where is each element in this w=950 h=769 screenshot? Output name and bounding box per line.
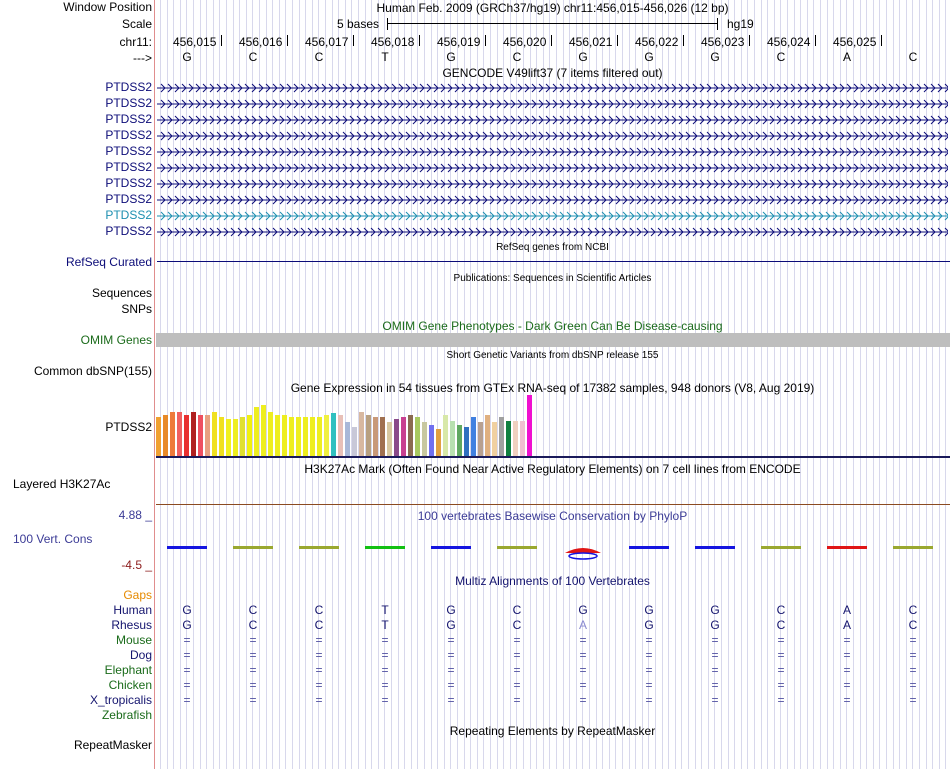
alignment-match: = bbox=[183, 678, 191, 692]
alignment-base: T bbox=[381, 618, 389, 632]
gencode-gene-label[interactable]: PTDSS2 bbox=[105, 144, 152, 158]
alignment-match: = bbox=[843, 633, 851, 647]
alignment-match: = bbox=[315, 663, 323, 677]
gtex-tissue-bar[interactable] bbox=[450, 421, 455, 457]
refseq-track-label[interactable]: RefSeq Curated bbox=[65, 255, 152, 269]
ruler-tick bbox=[419, 35, 420, 46]
cons-min-label: -4.5 _ bbox=[121, 558, 152, 572]
ruler-tick bbox=[485, 35, 486, 46]
h3k27ac-track-label[interactable]: Layered H3K27Ac bbox=[13, 477, 111, 491]
alignment-match: = bbox=[645, 633, 653, 647]
reference-base: A bbox=[842, 50, 851, 64]
alignment-match: = bbox=[909, 633, 917, 647]
alignment-match: = bbox=[315, 633, 323, 647]
gencode-transcript-arrow[interactable] bbox=[157, 147, 948, 157]
ruler-tick bbox=[551, 35, 552, 46]
gtex-tissue-bar[interactable] bbox=[156, 417, 161, 457]
ruler-tick bbox=[221, 35, 222, 46]
ruler-tick bbox=[353, 35, 354, 46]
alignment-match: = bbox=[909, 693, 917, 707]
gtex-tissue-bar[interactable] bbox=[429, 425, 434, 457]
gtex-tissue-bar[interactable] bbox=[352, 427, 357, 457]
conservation-score[interactable] bbox=[167, 546, 207, 549]
alignment-match: = bbox=[645, 678, 653, 692]
gtex-tissue-bar[interactable] bbox=[247, 415, 252, 457]
omim-track-label[interactable]: OMIM Genes bbox=[80, 333, 152, 347]
alignment-match: = bbox=[183, 648, 191, 662]
reference-base: G bbox=[182, 50, 192, 64]
gtex-tissue-bar[interactable] bbox=[401, 417, 406, 457]
conservation-score[interactable] bbox=[695, 546, 735, 549]
alignment-match: = bbox=[183, 633, 191, 647]
gencode-gene-label[interactable]: PTDSS2 bbox=[105, 176, 152, 190]
conservation-score[interactable] bbox=[299, 546, 339, 549]
alignment-match: = bbox=[909, 663, 917, 677]
gencode-transcript-arrow[interactable] bbox=[157, 99, 948, 109]
scale-label[interactable]: Scale bbox=[121, 17, 152, 31]
alignment-match: = bbox=[579, 693, 587, 707]
alignment-match: = bbox=[513, 663, 521, 677]
gencode-transcript-arrow[interactable] bbox=[157, 163, 948, 173]
repeatmasker-title: Repeating Elements by RepeatMasker bbox=[449, 724, 656, 738]
track-display-area[interactable] bbox=[155, 0, 950, 769]
refseq-gene-line[interactable] bbox=[157, 261, 950, 262]
ruler-tick bbox=[749, 35, 750, 46]
gtex-tissue-bar[interactable] bbox=[422, 422, 427, 457]
gtex-tissue-bar[interactable] bbox=[478, 422, 483, 457]
track-label-sidebar bbox=[0, 0, 154, 769]
alignment-match: = bbox=[777, 648, 785, 662]
alignment-base: C bbox=[512, 618, 522, 632]
alignment-match: = bbox=[447, 648, 455, 662]
gtex-tissue-bar[interactable] bbox=[289, 417, 294, 457]
alignment-base: G bbox=[446, 603, 456, 617]
ruler-tick bbox=[617, 35, 618, 46]
gtex-tissue-bar[interactable] bbox=[408, 415, 413, 457]
gencode-gene-label[interactable]: PTDSS2 bbox=[105, 128, 152, 142]
conservation-score[interactable] bbox=[629, 546, 669, 549]
alignment-base: A bbox=[842, 618, 851, 632]
gtex-tissue-bar[interactable] bbox=[191, 412, 196, 457]
gtex-tissue-bar[interactable] bbox=[492, 422, 497, 457]
alignment-match: = bbox=[711, 648, 719, 662]
alignment-base: G bbox=[446, 618, 456, 632]
ruler-position: 456,016 bbox=[239, 35, 283, 49]
conservation-score[interactable] bbox=[431, 546, 471, 549]
scale-bar bbox=[387, 18, 718, 30]
alignment-match: = bbox=[513, 693, 521, 707]
gtex-tissue-bar[interactable] bbox=[499, 417, 504, 457]
gtex-tissue-bar[interactable] bbox=[457, 425, 462, 457]
gtex-tissue-bar[interactable] bbox=[198, 415, 203, 457]
alignment-match: = bbox=[711, 663, 719, 677]
gtex-tissue-bar[interactable] bbox=[282, 415, 287, 457]
multiz-title: Multiz Alignments of 100 Vertebrates bbox=[455, 574, 650, 588]
alignment-match: = bbox=[447, 678, 455, 692]
alignment-match: = bbox=[909, 648, 917, 662]
gtex-tissue-bar[interactable] bbox=[254, 407, 259, 457]
gtex-tissue-bar[interactable] bbox=[415, 417, 420, 457]
alignment-base: G bbox=[644, 603, 654, 617]
alignment-match: = bbox=[777, 663, 785, 677]
alignment-match: = bbox=[315, 693, 323, 707]
alignment-match: = bbox=[381, 633, 389, 647]
reference-base: G bbox=[446, 50, 456, 64]
strand-label: ---> bbox=[133, 51, 152, 65]
gtex-tissue-bar[interactable] bbox=[471, 417, 476, 457]
alignment-base: T bbox=[381, 603, 389, 617]
conservation-score[interactable] bbox=[365, 546, 405, 549]
alignment-match: = bbox=[447, 693, 455, 707]
species-label[interactable]: Human bbox=[113, 603, 152, 617]
gtex-tissue-bar[interactable] bbox=[366, 415, 371, 457]
gencode-transcript-arrow[interactable] bbox=[157, 211, 948, 221]
gtex-tissue-bar[interactable] bbox=[310, 417, 315, 457]
gtex-tissue-bar[interactable] bbox=[184, 415, 189, 457]
gencode-transcript-arrow[interactable] bbox=[157, 131, 948, 141]
alignment-match: = bbox=[711, 633, 719, 647]
alignment-match: = bbox=[843, 678, 851, 692]
reference-base: G bbox=[710, 50, 720, 64]
gtex-tissue-bar[interactable] bbox=[345, 422, 350, 457]
alignment-match: = bbox=[381, 693, 389, 707]
species-label[interactable]: Elephant bbox=[104, 663, 152, 677]
gtex-tissue-bar[interactable] bbox=[359, 412, 364, 457]
species-label[interactable]: Mouse bbox=[115, 633, 152, 647]
conservation-score[interactable] bbox=[497, 546, 537, 549]
gtex-tissue-bar[interactable] bbox=[387, 422, 392, 457]
conservation-score[interactable] bbox=[827, 546, 867, 549]
alignment-base: G bbox=[182, 603, 192, 617]
conservation-track-label[interactable]: 100 Vert. Cons bbox=[13, 532, 93, 546]
alignment-match: = bbox=[381, 678, 389, 692]
gtex-tissue-bar[interactable] bbox=[527, 395, 532, 457]
ruler-position: 456,020 bbox=[503, 35, 547, 49]
ruler-tick bbox=[287, 35, 288, 46]
gtex-tissue-bar[interactable] bbox=[338, 415, 343, 457]
gtex-tissue-bar[interactable] bbox=[394, 419, 399, 457]
alignment-base: G bbox=[644, 618, 654, 632]
conservation-title: 100 vertebrates Basewise Conservation by PhyloP bbox=[417, 509, 688, 523]
gtex-tissue-bar[interactable] bbox=[317, 417, 322, 457]
omim-gene-bar[interactable] bbox=[156, 333, 950, 347]
gencode-transcript-arrow[interactable] bbox=[157, 227, 948, 237]
alignment-base: G bbox=[578, 603, 588, 617]
gtex-title: Gene Expression in 54 tissues from GTEx RNA-seq of 17382 samples, 948 donors (V8, Aug 2019) bbox=[290, 381, 815, 395]
ruler-position: 456,018 bbox=[371, 35, 415, 49]
alignment-match: = bbox=[777, 633, 785, 647]
reference-base: C bbox=[314, 50, 324, 64]
alignment-base: A bbox=[578, 618, 587, 632]
alignment-base: C bbox=[776, 618, 786, 632]
gencode-gene-label[interactable]: PTDSS2 bbox=[105, 208, 152, 222]
dbsnp-track-label[interactable]: Common dbSNP(155) bbox=[33, 364, 152, 378]
gtex-tissue-bar[interactable] bbox=[170, 412, 175, 457]
gtex-tissue-bar[interactable] bbox=[177, 412, 182, 457]
gtex-tissue-bar[interactable] bbox=[485, 415, 490, 457]
alignment-match: = bbox=[645, 648, 653, 662]
alignment-base: C bbox=[248, 603, 258, 617]
alignment-base: G bbox=[710, 618, 720, 632]
gtex-bar-chart[interactable] bbox=[156, 395, 536, 457]
alignment-match: = bbox=[579, 648, 587, 662]
ruler-position: 456,019 bbox=[437, 35, 481, 49]
alignment-match: = bbox=[447, 663, 455, 677]
alignment-base: A bbox=[842, 603, 851, 617]
alignment-match: = bbox=[711, 678, 719, 692]
dbsnp-title: Short Genetic Variants from dbSNP release 155 bbox=[446, 350, 659, 361]
position-title: Human Feb. 2009 (GRCh37/hg19) chr11:456,015-456,026 (12 bp) bbox=[376, 1, 729, 15]
alignment-match: = bbox=[249, 693, 257, 707]
ruler-position: 456,017 bbox=[305, 35, 349, 49]
window-position-label[interactable]: Window Position bbox=[63, 0, 152, 14]
alignment-match: = bbox=[843, 663, 851, 677]
alignment-match: = bbox=[579, 678, 587, 692]
gencode-transcript-arrow[interactable] bbox=[157, 195, 948, 205]
gtex-tissue-bar[interactable] bbox=[212, 412, 217, 457]
gtex-tissue-bar[interactable] bbox=[233, 419, 238, 457]
alignment-match: = bbox=[249, 663, 257, 677]
reference-base: C bbox=[908, 50, 918, 64]
alignment-base: C bbox=[512, 603, 522, 617]
species-label[interactable]: Zebrafish bbox=[101, 708, 152, 722]
gtex-tissue-bar[interactable] bbox=[205, 415, 210, 457]
gencode-transcript-arrow[interactable] bbox=[157, 115, 948, 125]
gtex-tissue-bar[interactable] bbox=[163, 415, 168, 457]
h3k27ac-baseline bbox=[156, 504, 950, 505]
alignment-match: = bbox=[513, 633, 521, 647]
alignment-match: = bbox=[513, 678, 521, 692]
gtex-tissue-bar[interactable] bbox=[380, 417, 385, 457]
gtex-tissue-bar[interactable] bbox=[219, 417, 224, 457]
ruler-position: 456,022 bbox=[635, 35, 679, 49]
alignment-match: = bbox=[645, 693, 653, 707]
publications-title: Publications: Sequences in Scientific Articles bbox=[453, 273, 652, 284]
gtex-tissue-bar[interactable] bbox=[261, 405, 266, 457]
gencode-gene-label[interactable]: PTDSS2 bbox=[105, 80, 152, 94]
gtex-tissue-bar[interactable] bbox=[513, 421, 518, 457]
alignment-match: = bbox=[645, 663, 653, 677]
alignment-match: = bbox=[843, 648, 851, 662]
gencode-title: GENCODE V49lift37 (7 items filtered out) bbox=[442, 66, 663, 80]
ruler-position: 456,023 bbox=[701, 35, 745, 49]
alignment-match: = bbox=[183, 663, 191, 677]
gtex-tissue-bar[interactable] bbox=[324, 415, 329, 457]
sequences-track-label[interactable]: Sequences bbox=[91, 286, 152, 300]
gtex-track-label[interactable]: PTDSS2 bbox=[105, 420, 152, 434]
refseq-title: RefSeq genes from NCBI bbox=[496, 242, 609, 253]
gtex-tissue-bar[interactable] bbox=[443, 415, 448, 457]
conservation-score[interactable] bbox=[893, 546, 933, 549]
alignment-match: = bbox=[249, 633, 257, 647]
alignment-base: C bbox=[908, 618, 918, 632]
conservation-score[interactable] bbox=[761, 546, 801, 549]
repeatmasker-track-label[interactable]: RepeatMasker bbox=[73, 738, 152, 752]
gaps-label: Gaps bbox=[123, 588, 152, 602]
gtex-tissue-bar[interactable] bbox=[520, 421, 525, 457]
alignment-match: = bbox=[711, 693, 719, 707]
alignment-match: = bbox=[579, 663, 587, 677]
species-label[interactable]: X_tropicalis bbox=[89, 693, 152, 707]
alignment-match: = bbox=[315, 648, 323, 662]
gtex-tissue-bar[interactable] bbox=[464, 427, 469, 457]
gencode-gene-label[interactable]: PTDSS2 bbox=[105, 160, 152, 174]
alignment-base: G bbox=[182, 618, 192, 632]
gencode-transcript-arrow[interactable] bbox=[157, 83, 948, 93]
reference-base: C bbox=[776, 50, 786, 64]
species-label[interactable]: Dog bbox=[129, 648, 152, 662]
alignment-match: = bbox=[315, 678, 323, 692]
gtex-tissue-bar[interactable] bbox=[331, 413, 336, 457]
species-label[interactable]: Chicken bbox=[108, 678, 152, 692]
h3k27ac-title: H3K27Ac Mark (Often Found Near Active Regulatory Elements) on 7 cell lines from ENCODE bbox=[304, 462, 801, 476]
gencode-gene-label[interactable]: PTDSS2 bbox=[105, 96, 152, 110]
reference-base: C bbox=[248, 50, 258, 64]
alignment-match: = bbox=[447, 633, 455, 647]
ruler-tick bbox=[683, 35, 684, 46]
gencode-transcript-arrow[interactable] bbox=[157, 179, 948, 189]
chromosome-label[interactable]: chr11: bbox=[119, 35, 152, 49]
gtex-tissue-bar[interactable] bbox=[226, 419, 231, 457]
gtex-baseline bbox=[156, 456, 950, 458]
alignment-match: = bbox=[381, 663, 389, 677]
gtex-tissue-bar[interactable] bbox=[373, 417, 378, 457]
gtex-tissue-bar[interactable] bbox=[303, 417, 308, 457]
gtex-tissue-bar[interactable] bbox=[240, 417, 245, 457]
gtex-tissue-bar[interactable] bbox=[506, 421, 511, 457]
gtex-tissue-bar[interactable] bbox=[268, 412, 273, 457]
alignment-base: G bbox=[710, 603, 720, 617]
scale-text: 5 bases bbox=[337, 17, 380, 31]
conservation-peak[interactable] bbox=[563, 545, 603, 563]
alignment-match: = bbox=[909, 678, 917, 692]
gencode-gene-label[interactable]: PTDSS2 bbox=[105, 224, 152, 238]
ruler-position: 456,024 bbox=[767, 35, 811, 49]
gtex-tissue-bar[interactable] bbox=[275, 415, 280, 457]
cons-max-label: 4.88 _ bbox=[118, 508, 152, 522]
assembly-label: hg19 bbox=[727, 17, 754, 31]
reference-base: G bbox=[644, 50, 654, 64]
alignment-match: = bbox=[513, 648, 521, 662]
alignment-base: C bbox=[248, 618, 258, 632]
omim-title: OMIM Gene Phenotypes - Dark Green Can Be Disease-causing bbox=[382, 319, 723, 333]
alignment-base: C bbox=[314, 603, 324, 617]
alignment-match: = bbox=[249, 678, 257, 692]
gencode-gene-label[interactable]: PTDSS2 bbox=[105, 112, 152, 126]
alignment-match: = bbox=[777, 693, 785, 707]
ruler-tick bbox=[881, 35, 882, 46]
alignment-match: = bbox=[777, 678, 785, 692]
gencode-gene-label[interactable]: PTDSS2 bbox=[105, 192, 152, 206]
reference-base: C bbox=[512, 50, 522, 64]
snps-track-label[interactable]: SNPs bbox=[121, 302, 152, 316]
ruler-tick bbox=[815, 35, 816, 46]
alignment-match: = bbox=[381, 648, 389, 662]
reference-base: G bbox=[578, 50, 588, 64]
alignment-base: C bbox=[908, 603, 918, 617]
alignment-match: = bbox=[579, 633, 587, 647]
conservation-score[interactable] bbox=[233, 546, 273, 549]
species-label[interactable]: Rhesus bbox=[111, 618, 152, 632]
alignment-match: = bbox=[843, 693, 851, 707]
ruler-position: 456,015 bbox=[173, 35, 217, 49]
gtex-tissue-bar[interactable] bbox=[436, 429, 441, 457]
reference-base: T bbox=[381, 50, 389, 64]
ruler-position: 456,025 bbox=[833, 35, 877, 49]
alignment-base: C bbox=[314, 618, 324, 632]
alignment-base: C bbox=[776, 603, 786, 617]
gtex-tissue-bar[interactable] bbox=[296, 417, 301, 457]
ruler-position: 456,021 bbox=[569, 35, 613, 49]
alignment-match: = bbox=[183, 693, 191, 707]
alignment-match: = bbox=[249, 648, 257, 662]
